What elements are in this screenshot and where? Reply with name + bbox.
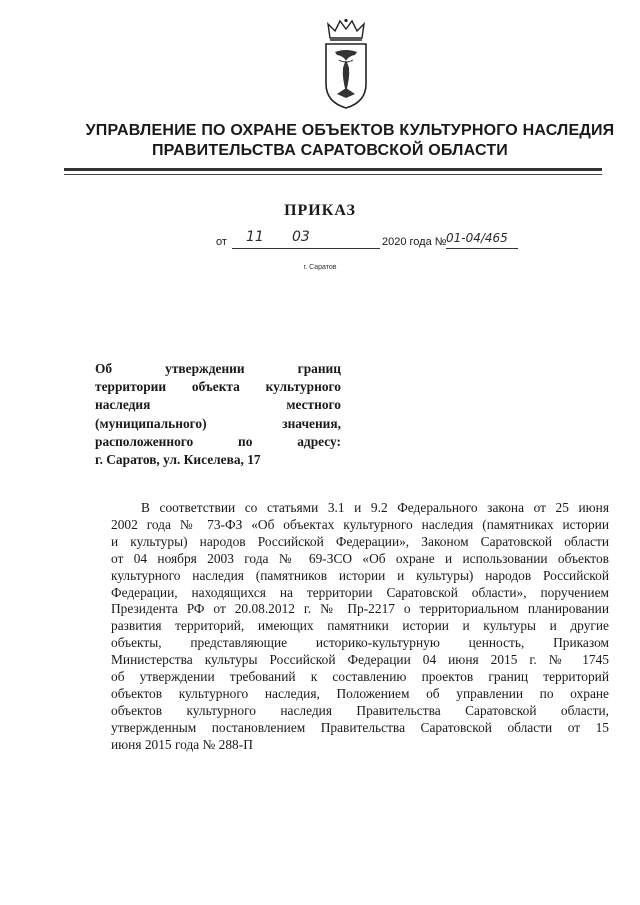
date-from-label: от: [216, 236, 227, 248]
subject-line: наследия местного: [95, 397, 341, 413]
date-year-label: 2020 года №: [382, 236, 447, 248]
date-underline: [232, 248, 380, 249]
subject-line: г. Саратов, ул. Киселева, 17: [95, 452, 261, 468]
handwritten-month: 03: [292, 229, 310, 245]
document-place: г. Саратов: [303, 264, 337, 271]
subject-line: территории объекта культурного: [95, 379, 341, 395]
subject-line: (муниципального) значения,: [95, 415, 341, 431]
body-line: развития территорий, имеющих памятники истории и культуры и другие: [111, 618, 609, 634]
body-line: Президента РФ от 20.08.2012 г. № Пр-2217 о территориальном планировании: [111, 601, 609, 617]
subject-line: расположенного по адресу:: [95, 433, 341, 449]
organization-name-line1: УПРАВЛЕНИЕ ПО ОХРАНЕ ОБЪЕКТОВ КУЛЬТУРНОГО НАСЛЕДИЯ: [85, 122, 615, 139]
document-type-title: ПРИКАЗ: [284, 202, 356, 219]
number-underline: [446, 248, 518, 249]
body-line: утвержденным постановлением Правительства Саратовской области от 15: [111, 719, 609, 735]
body-line: Федерации, находящихся на территории Саратовской области», поручением: [111, 584, 609, 600]
saratov-coat-of-arms-icon: [322, 18, 370, 110]
order-subject: [95, 360, 341, 469]
body-line: июня 2015 года № 288-П: [111, 736, 253, 752]
body-line: от 04 ноября 2003 года № 69-ЗСО «Об охране и использовании объектов: [111, 550, 609, 566]
body-line: объектов культурного наследия, Положением об управлении по охране: [111, 685, 609, 701]
body-line: 2002 года № 73-ФЗ «Об объектах культурного наследия (памятниках истории: [111, 516, 609, 532]
body-line: культурного наследия (памятников истории и культуры) народов Российской: [111, 567, 609, 583]
header-divider-thin: [64, 174, 602, 175]
organization-name-line2: ПРАВИТЕЛЬСТВА САРАТОВСКОЙ ОБЛАСТИ: [151, 142, 508, 159]
subject-line: Об утверждении границ: [95, 361, 341, 376]
body-line: В соответствии со статьями 3.1 и 9.2 Федерального закона от 25 июня: [141, 500, 609, 515]
body-line: объекты, представляющие историко-культурную ценность, Приказом: [111, 635, 609, 651]
body-line: и культуры) народов Российской Федерации», Законом Саратовской области: [111, 533, 609, 549]
body-line: об утверждении требований к составлению проектов границ территорий: [111, 669, 609, 685]
order-preamble: [111, 500, 609, 754]
handwritten-order-number: 01-04/465: [446, 231, 508, 245]
handwritten-day: 11: [246, 229, 264, 245]
body-line: Министерства культуры Российской Федерации 04 июня 2015 г. № 1745: [111, 652, 609, 668]
header-divider-thick: [64, 168, 602, 171]
body-line: объектов культурного наследия Правительства Саратовской области,: [111, 702, 609, 718]
